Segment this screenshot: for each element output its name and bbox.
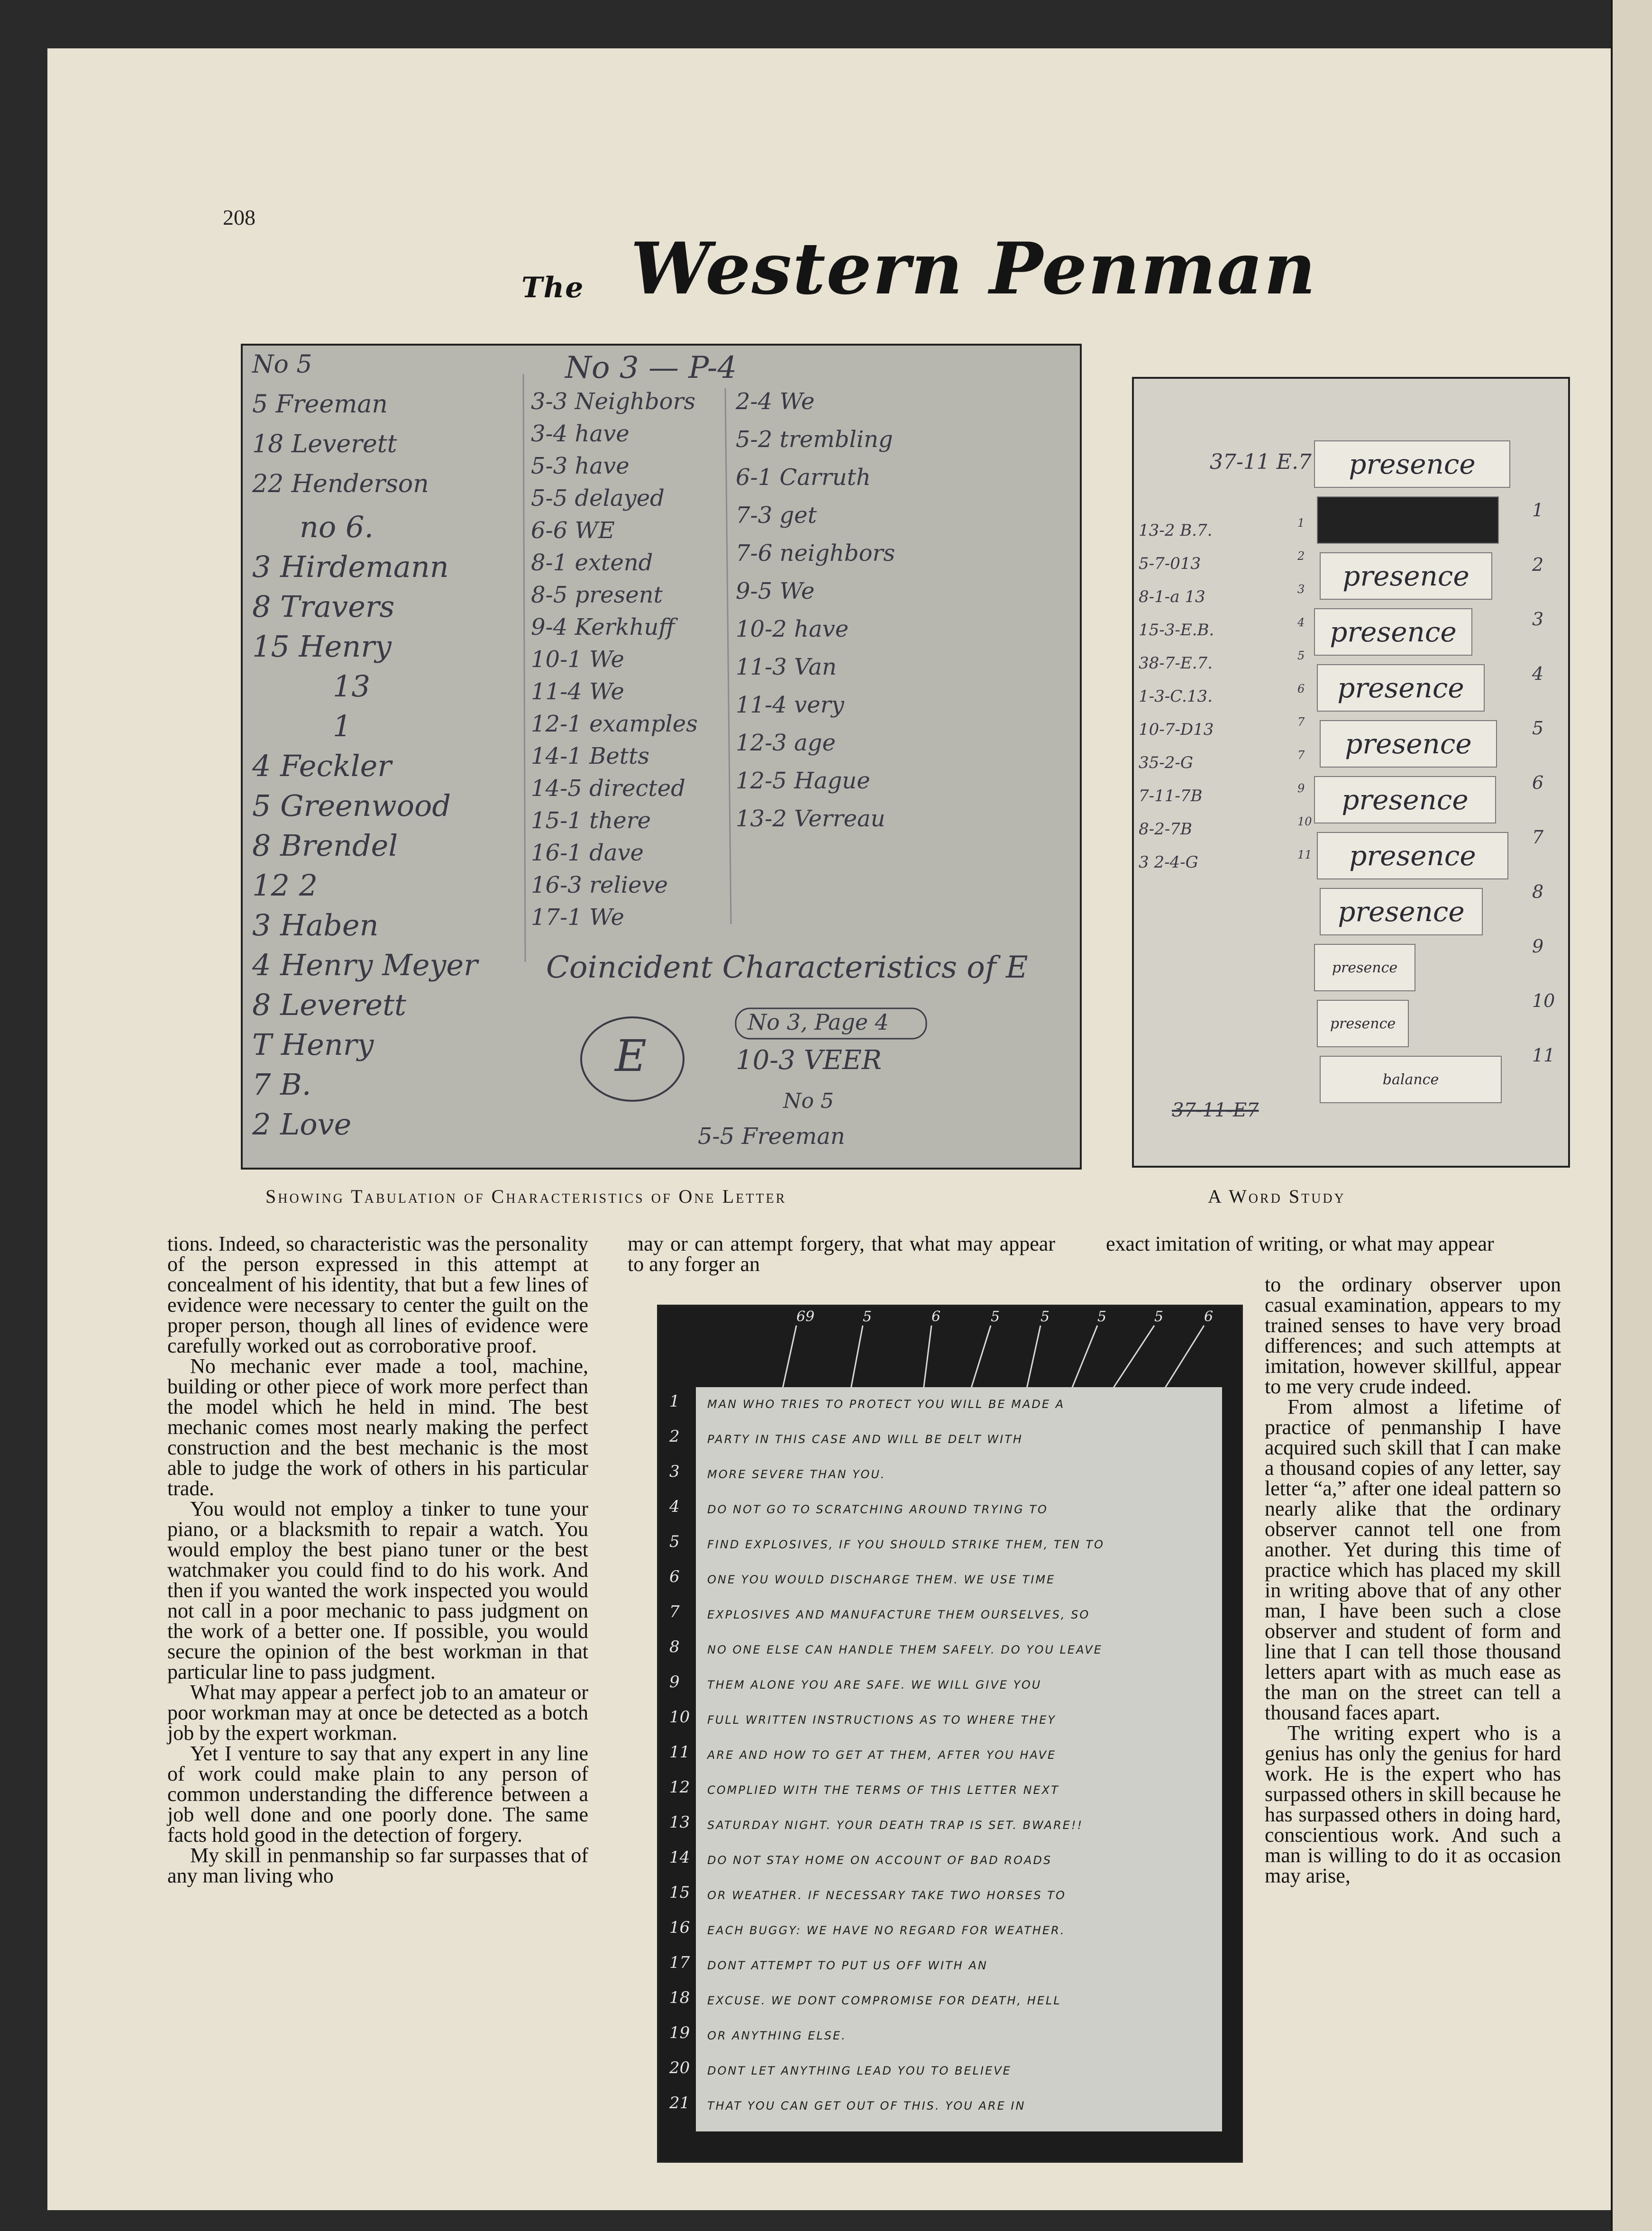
- word-study-footer: 37-11-E7: [1172, 1099, 1259, 1121]
- tabulation-entry: 2 Love: [252, 1107, 352, 1142]
- tabulation-entry: 9-5 We: [736, 578, 815, 604]
- ref-line-3: 5-5 Freeman: [698, 1123, 845, 1150]
- letter-line: DONT LET ANYTHING LEAD YOU TO BELIEVE: [707, 2064, 1012, 2077]
- tabulation-photo: [241, 344, 1082, 1170]
- letter-line-number: 6: [669, 1567, 680, 1586]
- col3-top-paragraph: exact imitation of writing, or what may appear: [1106, 1232, 1494, 1255]
- tabulation-entry: 9-4 Kerkhuff: [531, 614, 675, 640]
- tabulation-entry: 15 Henry: [252, 629, 392, 664]
- presence-strip: presence: [1317, 832, 1508, 879]
- pointer-mark: 69: [796, 1308, 815, 1325]
- tabulation-entry: No 5: [252, 350, 312, 379]
- letter-line-number: 8: [669, 1637, 680, 1656]
- tabulation-entry: 5 Freeman: [252, 390, 388, 419]
- tabulation-entry: 14-1 Betts: [531, 743, 649, 769]
- pointer-mark: 5: [1154, 1308, 1164, 1325]
- letter-line: DO NOT GO TO SCRATCHING AROUND TRYING TO: [707, 1503, 1048, 1516]
- letter-line-number: 12: [669, 1778, 690, 1797]
- word-reference-mark: 11: [1297, 848, 1312, 861]
- presence-strip: presence: [1314, 608, 1472, 656]
- tabulation-entry: 11-4 very: [736, 692, 844, 718]
- strip-number: 5: [1532, 718, 1544, 739]
- tabulation-entry: 8-1 extend: [531, 549, 653, 576]
- tabulation-entry: 7-6 neighbors: [736, 540, 895, 567]
- tabulation-entry: 8-5 present: [531, 582, 663, 608]
- tabulation-entry: 5-3 have: [531, 453, 630, 479]
- word-reference: 10-7-D13: [1139, 720, 1214, 739]
- tabulation-entry: 4 Feckler: [252, 749, 392, 783]
- masthead-flourish: The: [521, 271, 584, 304]
- presence-strip: presence: [1317, 1000, 1409, 1047]
- letter-line-number: 19: [669, 2023, 690, 2042]
- tabulation-entry: 8 Travers: [252, 589, 395, 624]
- tabulation-entry: 3 Haben: [252, 908, 379, 942]
- letter-line: ONE YOU WOULD DISCHARGE THEM. WE USE TIME: [707, 1573, 1056, 1586]
- tabulation-entry: 5-5 delayed: [531, 485, 665, 512]
- tabulation-entry: 6-1 Carruth: [736, 464, 871, 491]
- word-study-header: 37-11 E.7: [1210, 450, 1312, 474]
- adjacent-page-edge: [1611, 0, 1652, 2231]
- word-reference-mark: 10: [1297, 815, 1312, 828]
- strip-number: 2: [1532, 554, 1544, 575]
- tabulation-entry: 1: [333, 709, 352, 743]
- letter-line: EACH BUGGY: WE HAVE NO REGARD FOR WEATHER.: [707, 1924, 1066, 1937]
- letter-paper: [696, 1387, 1222, 2131]
- tabulation-entry: 11-4 We: [531, 678, 624, 705]
- letter-line: COMPLIED WITH THE TERMS OF THIS LETTER NEXT: [707, 1783, 1059, 1797]
- col1-paragraph: tions. Indeed, so characteristic was the personality of the person expressed in this attempt at concealment of his identity, that but a few lines of evidence were necessary to center the guilt on the proper person, though all lines of evidence were carefully worked out as corroborative proof.: [167, 1232, 588, 1357]
- word-reference-mark: 9: [1297, 782, 1305, 795]
- pointer-mark: 5: [991, 1308, 1000, 1325]
- word-reference-mark: 3: [1297, 583, 1305, 596]
- presence-strip: presence: [1317, 664, 1485, 712]
- tabulation-entry: 17-1 We: [531, 904, 624, 931]
- presence-strip: [1317, 496, 1499, 544]
- text-column-1: [167, 1234, 588, 1886]
- tabulation-entry: 14-5 directed: [531, 775, 685, 802]
- letter-line-number: 14: [669, 1848, 690, 1867]
- col2-paragraph: may or can attempt forgery, that what may appear to any forger an: [628, 1232, 1055, 1276]
- coincident-heading: Coincident Characteristics of E: [546, 950, 1028, 985]
- word-reference-mark: 7: [1297, 715, 1305, 729]
- word-reference-mark: 1: [1297, 516, 1305, 530]
- word-reference-mark: 7: [1297, 749, 1305, 762]
- strip-number: 3: [1532, 609, 1544, 630]
- threat-letter-photo: [657, 1305, 1243, 2163]
- tabulation-entry: 6-6 WE: [531, 517, 615, 544]
- word-reference: 38-7-E.7.: [1139, 654, 1213, 673]
- letter-line: MORE SEVERE THAN YOU.: [707, 1468, 886, 1481]
- pointer-mark: 5: [863, 1308, 872, 1325]
- letter-line-number: 11: [669, 1743, 690, 1762]
- tabulation-entry: 12-1 examples: [531, 711, 698, 737]
- strip-number: 4: [1532, 663, 1544, 684]
- presence-strip: presence: [1314, 440, 1510, 488]
- col1-paragraph: My skill in penmanship so far surpasses that of any man living who: [167, 1844, 588, 1887]
- page: [47, 48, 1611, 2210]
- tabulation-entry: 4 Henry Meyer: [252, 948, 478, 982]
- page-number: 208: [223, 205, 256, 229]
- letter-line-number: 17: [669, 1953, 690, 1972]
- word-reference: 8-1-a 13: [1139, 587, 1205, 606]
- tabulation-entry: 16-3 relieve: [531, 872, 668, 898]
- strip-number: 6: [1532, 772, 1544, 793]
- col3-paragraph: From almost a lifetime of practice of penmanship I have acquired such skill that I can make a thousand copies of any letter, say letter “a,” after one ideal pattern so nearly alike that the ordinary observer cannot tell one from another. Yet during this time of practice which has placed my skill in writing above that of any other man, I have been such a close observer and student of form and line that I can tell those thousand letters apart with as much ease as the man on the street can tell a thousand faces apart.: [1265, 1395, 1561, 1724]
- tabulation-entry: 5 Greenwood: [252, 788, 451, 823]
- tabulation-entry: 8 Brendel: [252, 828, 398, 863]
- word-study-photo: [1132, 377, 1570, 1168]
- tabulation-entry: 12-5 Hague: [736, 768, 870, 794]
- tabulation-entry: 11-3 Van: [736, 654, 837, 680]
- masthead-title: Western Penman: [630, 227, 1317, 311]
- letter-line-number: 1: [669, 1392, 680, 1411]
- circled-letter: E: [615, 1031, 647, 1081]
- letter-line: DO NOT STAY HOME ON ACCOUNT OF BAD ROADS: [707, 1854, 1052, 1867]
- letter-line: PARTY IN THIS CASE AND WILL BE DELT WITH: [707, 1433, 1023, 1446]
- ref-box: No 3, Page 4: [748, 1009, 889, 1035]
- tabulation-entry: 3-4 have: [531, 421, 630, 447]
- tabulation-entry: 8 Leverett: [252, 987, 406, 1022]
- letter-line-number: 3: [669, 1462, 680, 1481]
- strip-number: 10: [1532, 990, 1555, 1011]
- tabulation-entry: 22 Henderson: [252, 470, 429, 498]
- pointer-mark: 6: [1204, 1308, 1214, 1325]
- strip-number: 1: [1532, 500, 1544, 521]
- letter-line: THEM ALONE YOU ARE SAFE. WE WILL GIVE YOU: [707, 1678, 1042, 1692]
- ref-line-2: No 5: [783, 1089, 834, 1113]
- tabulation-entry: 16-1 dave: [531, 840, 644, 866]
- tabulation-entry: 15-1 there: [531, 807, 651, 834]
- text-column-3: [1265, 1274, 1561, 1886]
- strip-number: 9: [1532, 936, 1544, 957]
- tabulation-entry: 18 Leverett: [252, 430, 397, 458]
- letter-line-number: 9: [669, 1673, 680, 1692]
- letter-line-number: 20: [669, 2058, 690, 2077]
- col1-paragraph: Yet I venture to say that any expert in any line of work could make plain to any person of common understanding the difference between a job well done and one poorly done. The same facts hold good in the detection of forgery.: [167, 1742, 588, 1847]
- tabulation-entry: 2-4 We: [736, 388, 815, 415]
- letter-line-number: 10: [669, 1708, 690, 1727]
- letter-line-number: 2: [669, 1427, 680, 1446]
- caption-tabulation: Showing Tabulation of Characteristics of One Letter: [265, 1186, 787, 1207]
- letter-line-number: 18: [669, 1988, 690, 2007]
- ref-line-1: 10-3 VEER: [736, 1045, 882, 1076]
- letter-line: ARE AND HOW TO GET AT THEM, AFTER YOU HAVE: [707, 1748, 1057, 1762]
- letter-line: NO ONE ELSE CAN HANDLE THEM SAFELY. DO YOU LEAVE: [707, 1643, 1103, 1656]
- strip-number: 11: [1532, 1045, 1555, 1066]
- tabulation-entry: 10-1 We: [531, 646, 624, 673]
- word-reference-mark: 6: [1297, 682, 1305, 695]
- letter-line: EXCUSE. WE DONT COMPROMISE FOR DEATH, HELL: [707, 1994, 1061, 2007]
- tabulation-col-2-header: No 3 — P-4: [565, 350, 737, 385]
- letter-line-number: 16: [669, 1918, 690, 1937]
- strip-number: 7: [1532, 827, 1544, 848]
- letter-line: FULL WRITTEN INSTRUCTIONS AS TO WHERE THEY: [707, 1713, 1057, 1727]
- letter-line-number: 4: [669, 1497, 680, 1516]
- word-reference: 5-7-013: [1139, 554, 1201, 573]
- word-reference-mark: 5: [1297, 649, 1305, 662]
- tabulation-entry: 7-3 get: [736, 502, 817, 529]
- col3-paragraph: to the ordinary observer upon casual examination, appears to my trained senses to have very broad differences; and such attempts at imitation, however skillful, appear to me very crude indeed.: [1265, 1273, 1561, 1398]
- tabulation-entry: 13: [333, 669, 370, 704]
- letter-line: SATURDAY NIGHT. YOUR DEATH TRAP IS SET. BWARE!!: [707, 1819, 1084, 1832]
- word-reference: 8-2-7B: [1139, 820, 1192, 839]
- letter-line: DONT ATTEMPT TO PUT US OFF WITH AN: [707, 1959, 988, 1972]
- word-reference-mark: 4: [1297, 616, 1305, 629]
- word-reference: 1-3-C.13.: [1139, 687, 1213, 706]
- presence-strip: presence: [1314, 944, 1415, 991]
- letter-line-number: 15: [669, 1883, 690, 1902]
- pointer-mark: 5: [1097, 1308, 1107, 1325]
- tabulation-entry: 12 2: [252, 868, 318, 903]
- tabulation-entry: 12-3 age: [736, 730, 836, 756]
- presence-strip: presence: [1320, 720, 1497, 768]
- tabulation-entry: 7 B.: [252, 1067, 311, 1102]
- presence-strip: balance: [1320, 1056, 1502, 1103]
- col3-paragraph: The writing expert who is a genius has only the genius for hard work. He is the expert who has surpassed others in skill because he has surpassed others in doing hard, conscientious work. And such a man is willing to do it as occasion may arise,: [1265, 1721, 1561, 1887]
- pointer-mark: 5: [1040, 1308, 1050, 1325]
- tabulation-entry: 3-3 Neighbors: [531, 388, 696, 415]
- word-reference: 35-2-G: [1139, 753, 1194, 772]
- tabulation-entry: 3 Hirdemann: [252, 549, 449, 584]
- col1-paragraph: You would not employ a tinker to tune your piano, or a blacksmith to repair a watch. You would employ the best piano tuner or the best watchmaker you could find to do his work. And then if you wanted the work inspected you would not call in a poor mechanic to pass judgment on the work of a better one. If possible, you would secure the opinion of the best workman in that particular line to pass judgment.: [167, 1497, 588, 1683]
- letter-line: THAT YOU CAN GET OUT OF THIS. YOU ARE IN: [707, 2099, 1026, 2112]
- text-column-2: [628, 1234, 1055, 1274]
- col1-paragraph: What may appear a perfect job to an amateur or poor workman may at once be detected as a botch job by the expert workman.: [167, 1681, 588, 1745]
- word-reference: 3 2-4-G: [1139, 853, 1198, 872]
- tabulation-entry: 5-2 trembling: [736, 426, 893, 453]
- letter-line-number: 5: [669, 1532, 680, 1551]
- letter-line-number: 13: [669, 1813, 690, 1832]
- presence-strip: presence: [1320, 552, 1492, 600]
- tabulation-entry: 13-2 Verreau: [736, 805, 885, 832]
- text-column-3-top: [1106, 1234, 1561, 1254]
- letter-line: FIND EXPLOSIVES, IF YOU SHOULD STRIKE THEM, TEN TO: [707, 1538, 1104, 1551]
- word-reference-mark: 2: [1297, 549, 1305, 563]
- letter-line: OR ANYTHING ELSE.: [707, 2029, 847, 2042]
- tabulation-entry: T Henry: [252, 1027, 374, 1062]
- word-reference: 13-2 B.7.: [1139, 521, 1213, 540]
- letter-line: MAN WHO TRIES TO PROTECT YOU WILL BE MADE A: [707, 1398, 1065, 1411]
- letter-line: EXPLOSIVES AND MANUFACTURE THEM OURSELVES, SO: [707, 1608, 1090, 1621]
- word-reference: 7-11-7B: [1139, 786, 1203, 805]
- presence-strip: presence: [1314, 776, 1496, 823]
- masthead: [521, 224, 1317, 314]
- col1-paragraph: No mechanic ever made a tool, machine, building or other piece of work more perfect than the model which he held in mind. The best mechanic comes most nearly making the perfect construction and the best mechanic is the most able to judge the work of others in his particular trade.: [167, 1354, 588, 1500]
- word-reference: 15-3-E.B.: [1139, 621, 1214, 640]
- letter-line: OR WEATHER. IF NECESSARY TAKE TWO HORSES TO: [707, 1889, 1066, 1902]
- tabulation-entry: 10-2 have: [736, 616, 849, 642]
- caption-word-study: A Word Study: [1208, 1186, 1346, 1207]
- presence-strip: presence: [1320, 888, 1483, 935]
- pointer-mark: 6: [931, 1308, 941, 1325]
- letter-line-number: 21: [669, 2094, 690, 2112]
- strip-number: 8: [1532, 881, 1544, 902]
- letter-line-number: 7: [669, 1602, 680, 1621]
- tabulation-entry: no 6.: [300, 510, 374, 544]
